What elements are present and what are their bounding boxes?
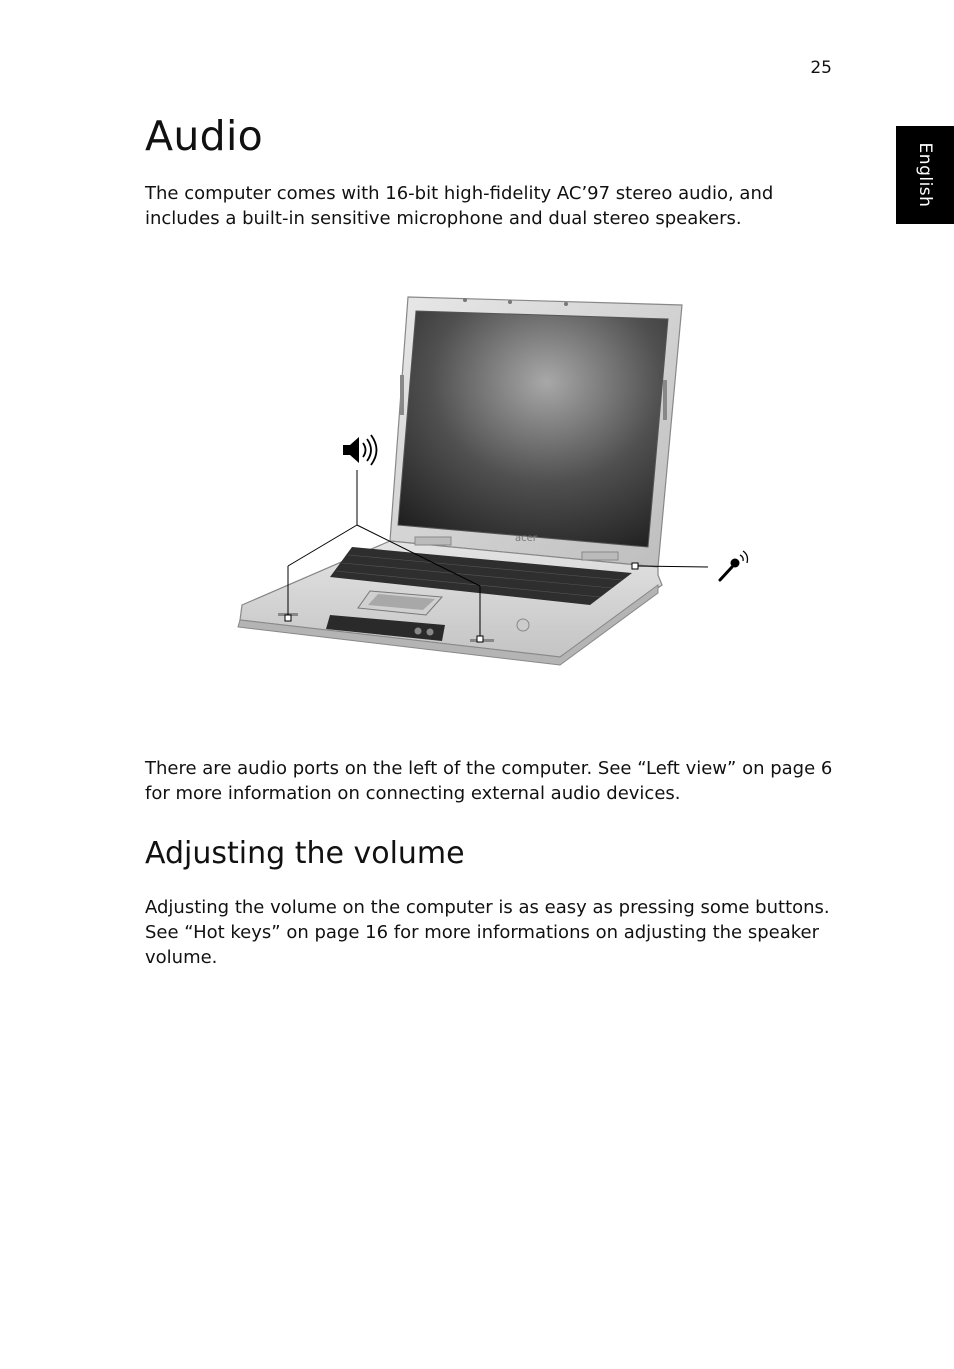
ports-paragraph: There are audio ports on the left of the computer. See “Left view” on page 6 for more information on connecting external audio devices. <box>145 758 833 804</box>
microphone-icon <box>720 551 748 580</box>
section-title: Audio <box>145 112 264 160</box>
page-number: 25 <box>810 58 832 78</box>
language-tab <box>896 126 954 224</box>
laptop-base <box>238 537 662 665</box>
language-tab-label: English <box>915 142 935 208</box>
speaker-icon <box>343 435 377 465</box>
laptop-illustration <box>230 285 770 670</box>
brand-logo: acer <box>515 533 537 544</box>
laptop-lid <box>390 297 682 567</box>
subsection-title: Adjusting the volume <box>145 836 465 871</box>
intro-paragraph: The computer comes with 16-bit high-fidelity AC’97 stereo audio, and includes a built-in sensitive microphone and dual stereo speakers. <box>145 183 774 229</box>
volume-paragraph: Adjusting the volume on the computer is as easy as pressing some buttons. See “Hot keys” on page 16 for more informations on adjusting the speaker volume. <box>145 897 830 968</box>
